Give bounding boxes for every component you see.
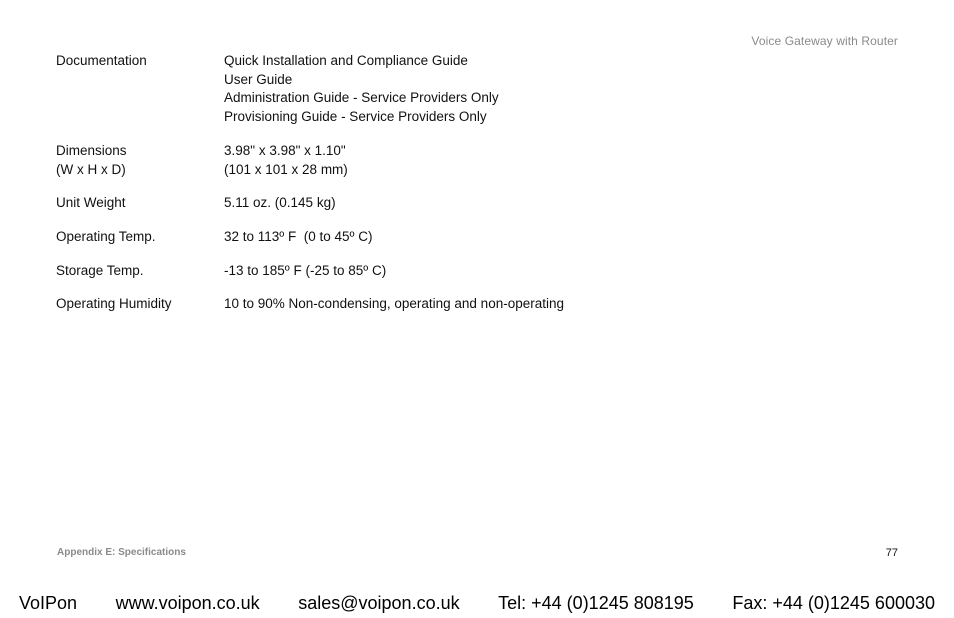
spec-row-documentation [56, 52, 756, 127]
spec-value-line: 3.98" x 3.98" x 1.10" [224, 142, 346, 158]
spec-label [56, 262, 224, 281]
spec-label-line: Operating Humidity [56, 296, 172, 312]
spec-value [224, 295, 564, 314]
spec-label-line: Storage Temp. [56, 262, 144, 278]
running-header: Voice Gateway with Router [751, 34, 898, 48]
spec-row-operating-temp [56, 228, 756, 247]
spec-value-line: Provisioning Guide - Service Providers Only [224, 109, 487, 125]
spec-row-operating-humidity [56, 295, 756, 314]
spec-value-line: Quick Installation and Compliance Guide [224, 53, 468, 68]
spec-value-line: 32 to 113º F (0 to 45º C) [224, 228, 373, 244]
spec-value-line: 5.11 oz. (0.145 kg) [224, 195, 336, 211]
spec-label [56, 295, 224, 314]
contact-bar [19, 593, 935, 614]
spec-value [224, 262, 386, 281]
page-number: 77 [885, 547, 898, 559]
footer-section-title: Appendix E: Specifications [57, 547, 186, 558]
spec-label [56, 194, 224, 213]
spec-value-line: -13 to 185º F (-25 to 85º C) [224, 262, 387, 278]
spec-value [224, 194, 336, 213]
website-link[interactable]: www.voipon.co.uk [115, 593, 260, 613]
email-link[interactable]: sales@voipon.co.uk [298, 593, 460, 613]
spec-label [56, 228, 224, 247]
company-name: VoIPon [19, 593, 78, 613]
spec-value [224, 52, 499, 127]
spec-label [56, 142, 224, 179]
spec-label [56, 52, 224, 127]
spec-value-line: 10 to 90% Non-condensing, operating and non-operating [224, 296, 564, 312]
spec-row-unit-weight [56, 194, 756, 213]
telephone-number: Tel: +44 (0)1245 808195 [498, 593, 694, 613]
spec-row-dimensions [56, 142, 756, 179]
spec-label-line: Documentation [56, 53, 147, 68]
fax-number: Fax: +44 (0)1245 600030 [732, 593, 935, 613]
spec-value [224, 228, 372, 247]
spec-label-line: Dimensions [56, 142, 127, 158]
spec-value-line: Administration Guide - Service Providers Only [224, 90, 499, 106]
spec-value [224, 142, 348, 179]
spec-label-line: Operating Temp. [56, 228, 156, 244]
spec-value-line: User Guide [224, 71, 293, 87]
specifications-table [56, 52, 756, 314]
spec-label-line: (W x H x D) [56, 161, 126, 177]
spec-value-line: (101 x 101 x 28 mm) [224, 161, 348, 177]
spec-label-line: Unit Weight [56, 195, 126, 211]
spec-row-storage-temp [56, 262, 756, 281]
